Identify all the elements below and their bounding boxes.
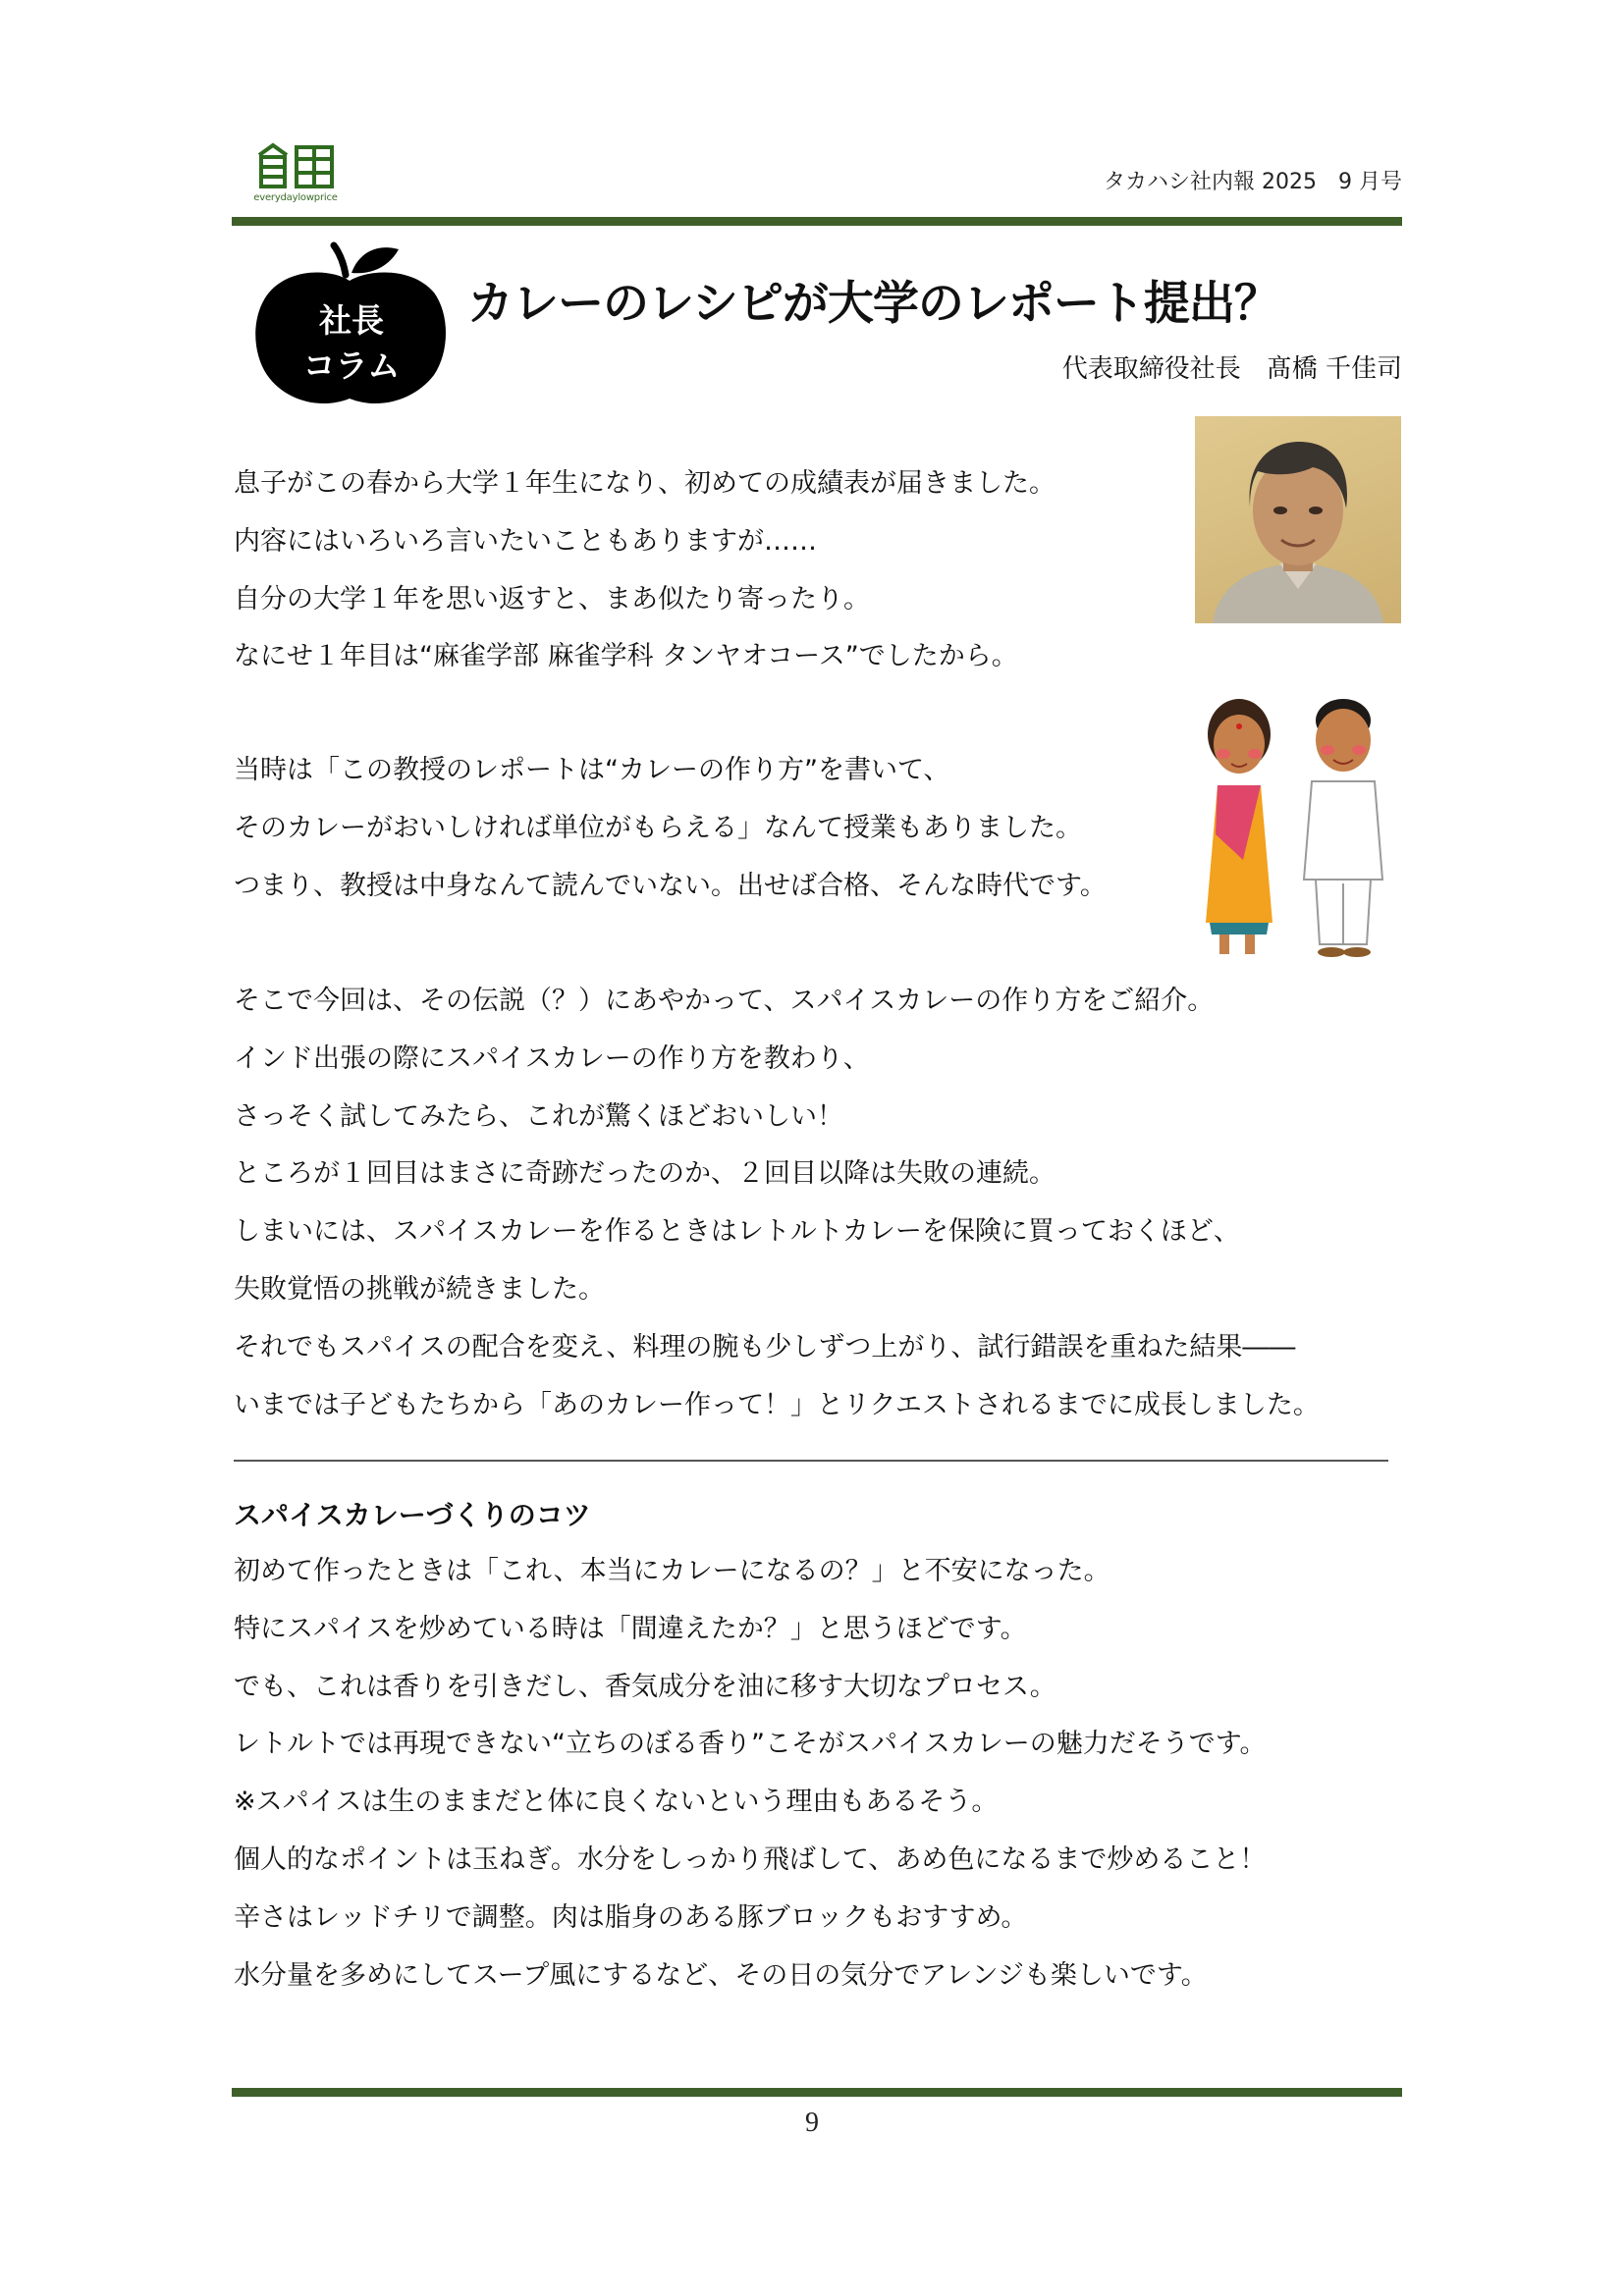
- portrait-image: [1195, 416, 1401, 623]
- curry-paragraph: [234, 973, 1320, 1434]
- text-line: でも、これは香りを引きだし、香気成分を油に移す大切なプロセス。: [234, 1671, 1056, 1702]
- text-line: なにせ１年目は“麻雀学部 麻雀学科 タンヤオコース”でしたから。: [234, 641, 1018, 672]
- intro-paragraph: [234, 455, 1056, 686]
- company-logo: [251, 141, 340, 206]
- couple-illustration: [1188, 687, 1406, 964]
- text-line: 自分の大学１年を思い返すと、まあ似たり寄ったり。: [234, 583, 870, 614]
- text-line: 特にスパイスを炒めている時は「間違えたか？」と思うほどです。: [234, 1613, 1027, 1644]
- header-rule: [232, 217, 1402, 226]
- text-line: 息子がこの春から大学１年生になり、初めての成績表が届きました。: [234, 468, 1056, 499]
- footer-rule: [232, 2088, 1402, 2097]
- issue-label: タカハシ社内報 2025 9 月号: [1104, 170, 1402, 194]
- indian-couple-icon: [1188, 687, 1406, 964]
- text-line: レトルトでは再現できない“立ちのぼる香り”こそがスパイスカレーの魅力だそうです。: [234, 1729, 1267, 1760]
- text-line: さっそく試してみたら、これが驚くほどおいしい！: [234, 1100, 843, 1132]
- text-line: 失敗覚悟の挑戦が続きました。: [234, 1273, 605, 1305]
- logo-tagline: everydaylowprice: [253, 192, 338, 203]
- text-line: 初めて作ったときは「これ、本当にカレーになるの？」と不安になった。: [234, 1556, 1110, 1586]
- text-line: そこで今回は、その伝説（？）にあやかって、スパイスカレーの作り方をご紹介。: [234, 986, 1215, 1016]
- text-line: ※スパイスは生のままだと体に良くないという理由もあるそう。: [234, 1787, 999, 1818]
- text-line: つまり、教授は中身なんて読んでいない。出せば合格、そんな時代です。: [234, 870, 1107, 901]
- text-line: 当時は「この教授のレポートは“カレーの作り方”を書いて、: [234, 755, 950, 785]
- text-line: そのカレーがおいしければ単位がもらえる」なんて授業もありました。: [234, 812, 1082, 843]
- column-badge: [251, 241, 452, 408]
- text-line: いまでは子どもたちから「あのカレー作って！」とリクエストされるまでに成長しました。: [234, 1389, 1320, 1420]
- author-portrait: [1195, 416, 1401, 623]
- badge-line-1: 社長: [319, 301, 384, 340]
- text-line: インド出張の際にスパイスカレーの作り方を教わり、: [234, 1042, 870, 1074]
- logo-mark-icon: [251, 141, 340, 192]
- text-line: ところが１回目はまさに奇跡だったのか、２回目以降は失敗の連続。: [234, 1158, 1056, 1190]
- text-line: 個人的なポイントは玉ねぎ。水分をしっかり飛ばして、あめ色になるまで炒めること！: [234, 1843, 1267, 1875]
- column-title: カレーのレシピが大学のレポート提出？: [467, 277, 1279, 331]
- author-byline: 代表取締役社長 髙橋 千佳司: [1061, 354, 1402, 384]
- text-line: しまいには、スパイスカレーを作るときはレトルトカレーを保険に買っておくほど、: [234, 1216, 1240, 1248]
- text-line: 水分量を多めにしてスープ風にするなど、その日の気分でアレンジも楽しいです。: [234, 1959, 1208, 1991]
- page-number: 9: [805, 2108, 819, 2138]
- story-paragraph: [234, 742, 1107, 915]
- section-divider: [234, 1460, 1388, 1462]
- tips-paragraph: [234, 1543, 1267, 2004]
- text-line: 辛さはレッドチリで調整。肉は脂身のある豚ブロックもおすすめ。: [234, 1901, 1028, 1933]
- badge-line-2: コラム: [302, 347, 401, 385]
- text-line: 内容にはいろいろ言いたいこともありますが……: [234, 525, 817, 557]
- text-line: それでもスパイスの配合を変え、料理の腕も少しずつ上がり、試行錯誤を重ねた結果――: [234, 1331, 1296, 1362]
- tips-heading: スパイスカレーづくりのコツ: [234, 1499, 591, 1531]
